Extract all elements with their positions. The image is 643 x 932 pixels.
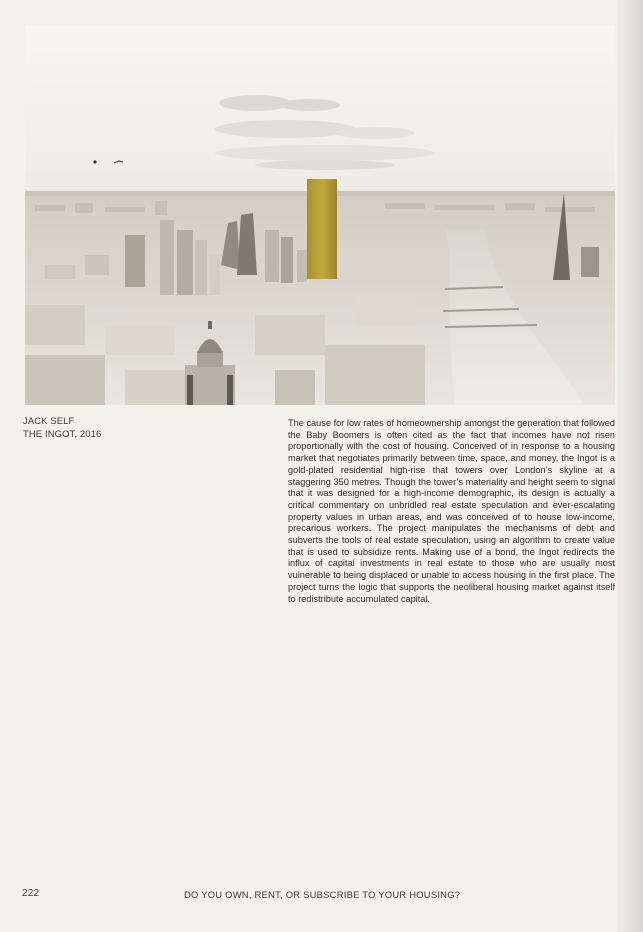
figure-image [25, 25, 615, 405]
running-head: DO YOU OWN, RENT, OR SUBSCRIBE TO YOUR HOUSING? [184, 889, 461, 900]
sky [25, 25, 615, 200]
caption-artist: JACK SELF [23, 415, 75, 426]
page-number: 222 [22, 888, 40, 899]
body-paragraph: The cause for low rates of homeownership amongst the generation that followed the Baby Boomers is often cited as the fact that incomes have not risen proportionally with the cost of housing. Conceived of in response to a housing market that negotiates primarily between time, space, and money, the Ingot is a gold-plated residential high-rise that towers over London’s skyline at a staggering 350 metres. Though the tower’s materiality and height seem to signal that it was designed for a high-income demographic, its design is actually a critical commentary on unbridled real estate speculation and ever-escalating property values in urban areas, and was conceived of to house low-income, precarious workers. The project manipulates the mechanisms of debt and subverts the tools of real estate speculation, using an algorithm to create value that is used to subsidize rents. Making use of a bond, the Ingot redirects the influx of capital investments in real estate to those who are usually most vulnerable to being displaced or unable to access housing in the first place. The project turns the logic that supports the neoliberal housing market against itself to redistribute accumulated capital. [288, 418, 615, 604]
gold-ingot-tower [307, 179, 337, 279]
city-skyline-photo [25, 25, 615, 405]
tower-building [581, 247, 599, 277]
figure-caption [23, 414, 101, 440]
page-edge-shadow [617, 0, 643, 932]
caption-title: THE INGOT, 2016 [23, 428, 102, 439]
bird-mark [93, 160, 96, 163]
